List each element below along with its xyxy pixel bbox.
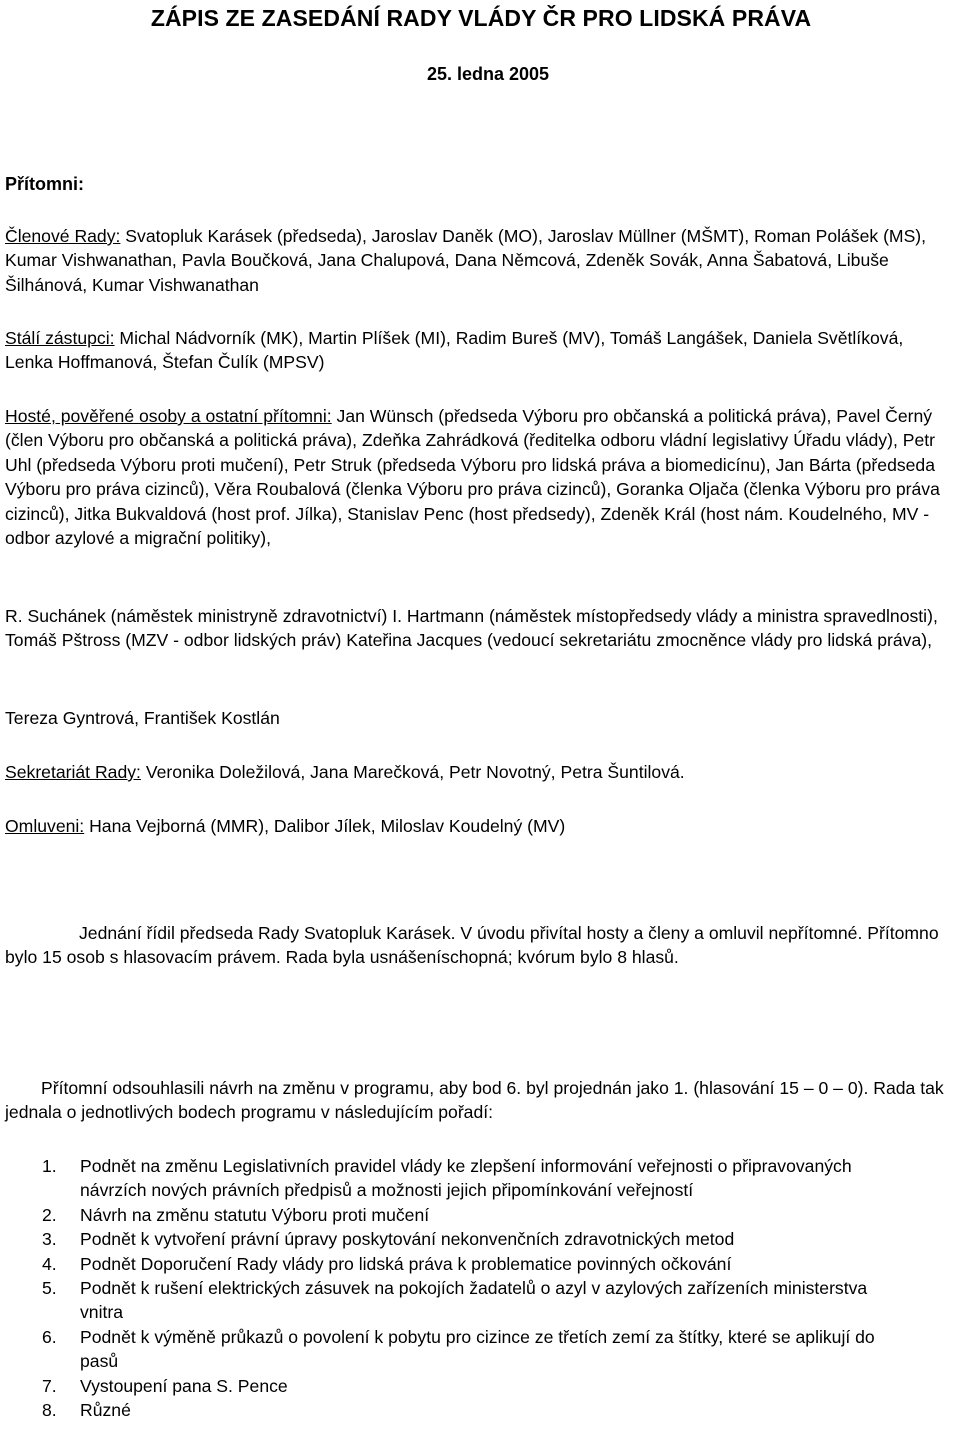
agenda-item-number: 4. (42, 1253, 57, 1274)
guests-label: Hosté, pověřené osoby a ostatní přítomni: (5, 406, 332, 426)
agenda-item-number: 7. (42, 1375, 57, 1396)
secretariat-label: Sekretariát Rady: (5, 762, 141, 782)
agenda-item-number: 5. (42, 1278, 57, 1299)
agenda-item (5, 1374, 955, 1398)
agenda-list (5, 1154, 955, 1422)
agenda-item-number: 3. (42, 1229, 57, 1250)
agenda-item-text: Podnět k vytvoření právní úpravy poskytování nekonvenčních zdravotnických metod (80, 1229, 735, 1250)
document-title: ZÁPIS ZE ZASEDÁNÍ RADY VLÁDY ČR PRO LIDSKÁ PRÁVA (150, 5, 812, 31)
agenda-item (5, 1276, 955, 1325)
agenda-item (5, 1154, 955, 1203)
deputies-text: Michal Nádvorník (MK), Martin Plíšek (MI), Radim Bureš (MV), Tomáš Langášek, Daniela Světlíková, Lenka Hoffmanová, Štefan Čulík (MPSV) (5, 328, 904, 373)
members-paragraph (5, 224, 955, 297)
agenda-item (5, 1325, 955, 1374)
members-text: Svatopluk Karásek (předseda), Jaroslav Daněk (MO), Jaroslav Müllner (MŠMT), Roman Polášek (MS), Kumar Vishwanathan, Pavla Boučková, Jana Chalupová, Dana Němcová, Zdeněk Sovák, Anna Šabatová, Libuše Šilhánová, Kumar Vishwanathan (5, 226, 927, 295)
agenda-item (5, 1227, 955, 1251)
agenda-item-text: Podnět k výměně průkazů o povolení k pobytu pro cizince ze třetích zemí za štítky, které se aplikují do pasů (80, 1326, 875, 1372)
guests-paragraph-2: R. Suchánek (náměstek ministryně zdravotnictví) I. Hartmann (náměstek místopředsedy vlády a ministra spravedlnosti), Tomáš Pštross (MZV - odbor lidských práv) Kateřina Jacques (vedoucí sekretariátu zmocněnce vlády pro lidská práva), (5, 606, 938, 651)
members-label: Členové Rady: (5, 226, 121, 246)
guests-paragraph (5, 404, 955, 550)
agenda-item-text: Vystoupení pana S. Pence (80, 1375, 288, 1396)
agenda-item-text: Podnět k rušení elektrických zásuvek na pokojích žadatelů o azyl v azylových zařízeních ministerstva vnitra (80, 1278, 868, 1323)
guests-paragraph-3: Tereza Gyntrová, František Kostlán (5, 708, 280, 728)
excused-label: Omluveni: (5, 816, 85, 836)
guests-text: Jan Wünsch (předseda Výboru pro občanská a politická práva), Pavel Černý (člen Výboru pro občanská a politická práva), Zdeňka Zahrádková (ředitelka odboru vládní legislativy Úřadu vlády), Petr Uhl (předseda Výboru proti mučení), Petr Struk (předseda Výboru pro lidská práva a biomedicínu), Jan Bárta (předseda Výboru pro práva cizinců), Věra Roubalová (členka Výboru pro práva cizinců), Goranka Oljača (členka Výboru pro práva cizinců), Jitka Bukvaldová (host prof. Jílka), Stanislav Penc (host předsedy), Zdeněk Král (host nám. Koudelného, MV - odbor azylové a migrační politiky), (5, 406, 940, 549)
agenda-item-text: Návrh na změnu statutu Výboru proti mučení (80, 1204, 430, 1225)
agenda-item (5, 1203, 955, 1227)
agenda-item-number: 8. (42, 1400, 57, 1421)
deputies-label: Stálí zástupci: (5, 328, 115, 348)
meeting-date: 25. ledna 2005 (426, 64, 550, 84)
agenda-item-number: 6. (42, 1326, 57, 1347)
secretariat-text: Veronika Doležilová, Jana Marečková, Petr Novotný, Petra Šuntilová. (140, 762, 685, 782)
agenda-item (5, 1398, 955, 1422)
excused-text: Hana Vejborná (MMR), Dalibor Jílek, Miloslav Koudelný (MV) (84, 816, 566, 836)
program-paragraph: Přítomní odsouhlasili návrh na změnu v programu, aby bod 6. byl projednán jako 1. (hlasování 15 – 0 – 0). Rada tak jednala o jednotlivých bodech programu v následujícím pořadí: (5, 1078, 944, 1123)
agenda-item-text: Podnět Doporučení Rady vlády pro lidská práva k problematice povinných očkování (80, 1253, 732, 1274)
agenda-item-text: Podnět na změnu Legislativních pravidel vlády ke zlepšení informování veřejnosti o připravovaných návrzích nových právních předpisů a možnosti jejich připomínkování veřejností (80, 1156, 852, 1201)
opening-paragraph: Jednání řídil předseda Rady Svatopluk Karásek. V úvodu přivítal hosty a členy a omluvil nepřítomné. Přítomno bylo 15 osob s hlasovacím právem. Rada byla usnášeníschopná; kvórum bylo 8 hlasů. (5, 923, 939, 968)
excused-paragraph (5, 814, 955, 838)
attendance-heading: Přítomni: (5, 174, 84, 194)
agenda-item-number: 2. (42, 1204, 57, 1225)
agenda-item-number: 1. (42, 1156, 57, 1176)
secretariat-paragraph (5, 760, 955, 784)
agenda-item (5, 1252, 955, 1276)
agenda-item-text: Různé (80, 1400, 131, 1421)
deputies-paragraph (5, 326, 955, 375)
